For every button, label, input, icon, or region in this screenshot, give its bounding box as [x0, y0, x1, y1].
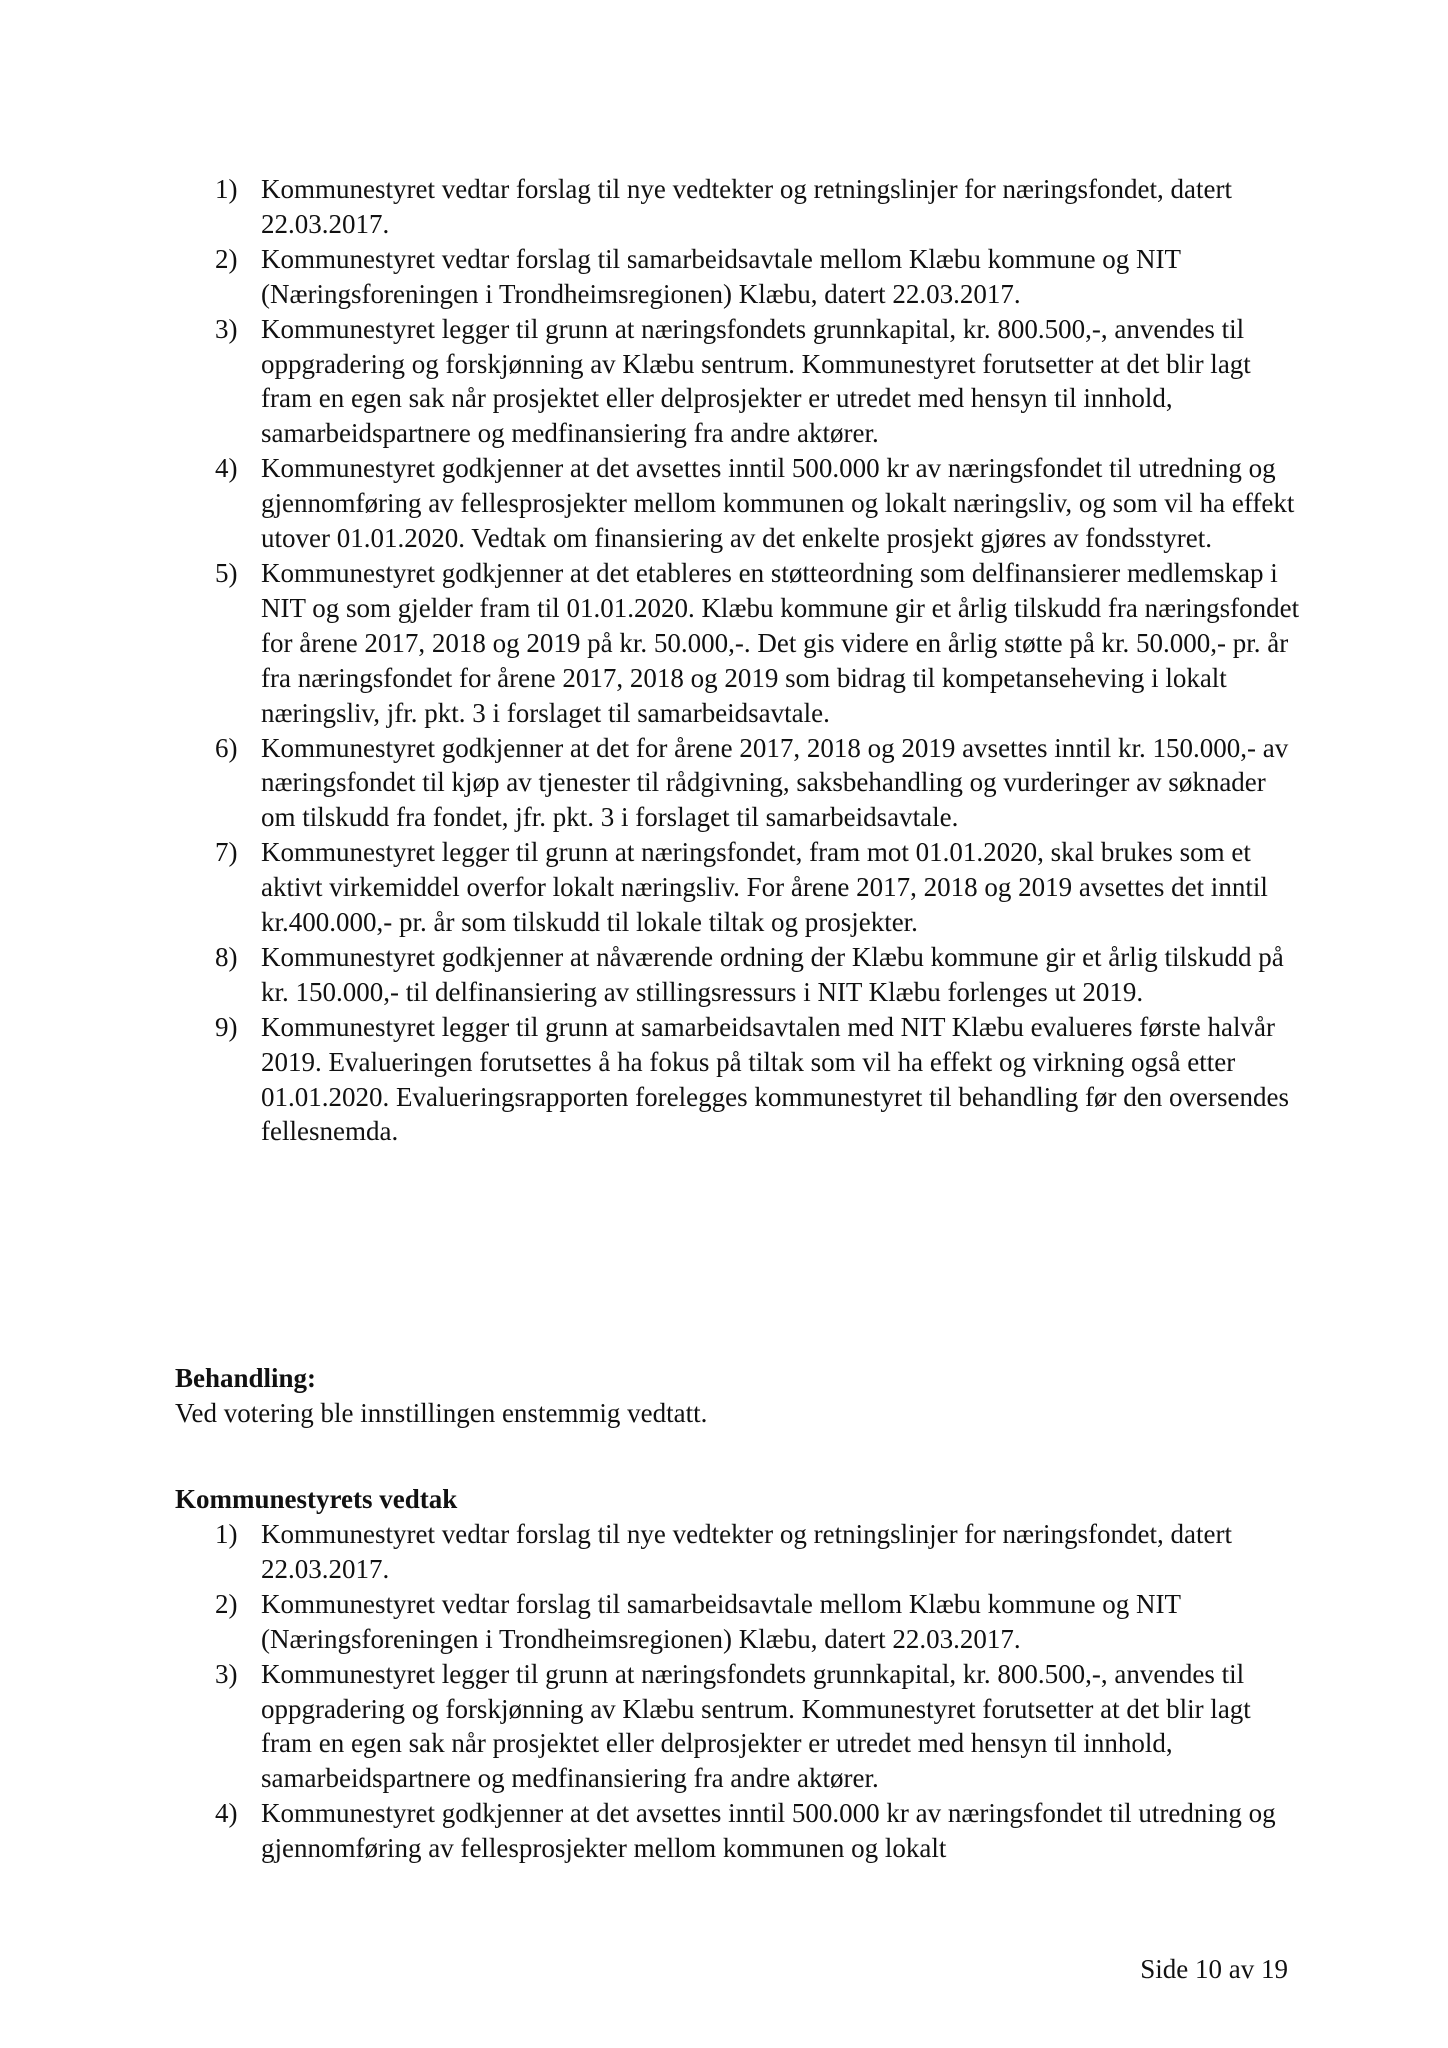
- list-item: [215, 451, 1305, 556]
- item-number: 7): [215, 837, 238, 868]
- item-text: Kommunestyret vedtar forslag til nye vedtekter og retningslinjer for næringsfondet, datert 22.03.2017.: [261, 1519, 1232, 1584]
- item-number: 4): [215, 453, 238, 484]
- item-text: Kommunestyret legger til grunn at samarbeidsavtalen med NIT Klæbu evalueres første halvår 2019. Evalueringen forutsettes å ha fokus på tiltak som vil ha effekt og virkning også etter 01.01.2020. Evalueringsrapporten forelegges kommunestyret til behandling før den oversendes fellesnemda.: [261, 1011, 1289, 1147]
- item-number: 5): [215, 557, 238, 588]
- item-text: Kommunestyret godkjenner at det avsettes inntil 500.000 kr av næringsfondet til utredning og gjennomføring av fellesprosjekter mellom kommunen og lokalt næringsliv, og som vil ha effekt utover 01.01.2020. Vedtak om finansiering av det enkelte prosjekt gjøres av fondsstyret.: [261, 453, 1295, 554]
- item-number: 4): [215, 1798, 238, 1829]
- decision-list-proposal: [215, 172, 1305, 1149]
- list-item: [215, 731, 1305, 836]
- item-number: 3): [215, 313, 238, 344]
- list-item: [215, 1010, 1305, 1150]
- page-number: Side 10 av 19: [1140, 1954, 1288, 1984]
- list-item: [215, 312, 1305, 452]
- item-text: Kommunestyret vedtar forslag til nye vedtekter og retningslinjer for næringsfondet, datert 22.03.2017.: [261, 174, 1232, 239]
- item-number: 6): [215, 732, 238, 763]
- item-text: Kommunestyret godkjenner at det etableres en støtteordning som delfinansierer medlemskap i NIT og som gjelder fram til 01.01.2020. Klæbu kommune gir et årlig tilskudd fra næringsfondet for årene 2017, 2018 og 2019 på kr. 50.000,-. Det gis videre en årlig støtte på kr. 50.000,- pr. år fra næringsfondet for årene 2017, 2018 og 2019 som bidrag til kompetanseheving i lokalt næringsliv, jfr. pkt. 3 i forslaget til samarbeidsavtale.: [261, 557, 1300, 728]
- item-text: Kommunestyret vedtar forslag til samarbeidsavtale mellom Klæbu kommune og NIT (Næringsforeningen i Trondheimsregionen) Klæbu, datert 22.03.2017.: [261, 1588, 1181, 1654]
- item-text: Kommunestyret godkjenner at det for årene 2017, 2018 og 2019 avsettes inntil kr. 150.000,- av næringsfondet til kjøp av tjenester til rådgivning, saksbehandling og vurderinger av søknader om tilskudd fra fondet, jfr. pkt. 3 i forslaget til samarbeidsavtale.: [261, 732, 1289, 833]
- item-number: 3): [215, 1658, 238, 1689]
- decision-list-vedtak: [215, 1517, 1305, 1866]
- list-item: [215, 172, 1305, 242]
- item-text: Kommunestyret vedtar forslag til samarbeidsavtale mellom Klæbu kommune og NIT (Næringsforeningen i Trondheimsregionen) Klæbu, datert 22.03.2017.: [261, 243, 1181, 309]
- item-text: Kommunestyret legger til grunn at næringsfondet, fram mot 01.01.2020, skal brukes som et aktivt virkemiddel overfor lokalt næringsliv. For årene 2017, 2018 og 2019 avsettes det inntil kr.400.000,- pr. år som tilskudd til lokale tiltak og prosjekter.: [261, 837, 1268, 938]
- behandling-heading: Behandling:: [175, 1363, 317, 1393]
- list-item: [215, 940, 1305, 1010]
- item-text: Kommunestyret godkjenner at nåværende ordning der Klæbu kommune gir et årlig tilskudd på kr. 150.000,- til delfinansiering av stillingsressurs i NIT Klæbu forlenges ut 2019.: [261, 941, 1284, 1007]
- list-item: [215, 835, 1305, 940]
- item-text: Kommunestyret legger til grunn at næringsfondets grunnkapital, kr. 800.500,-, anvendes til oppgradering og forskjønning av Klæbu sentrum. Kommunestyret forutsetter at det blir lagt fram en egen sak når prosjektet eller delprosjekter er utredet med hensyn til innhold, samarbeidspartnere og medfinansiering fra andre aktører.: [261, 313, 1251, 449]
- item-text: Kommunestyret godkjenner at det avsettes inntil 500.000 kr av næringsfondet til utredning og gjennomføring av fellesprosjekter mellom kommunen og lokalt: [261, 1798, 1276, 1864]
- item-number: 1): [215, 1519, 238, 1549]
- item-number: 2): [215, 1588, 238, 1619]
- item-text: Kommunestyret legger til grunn at næringsfondets grunnkapital, kr. 800.500,-, anvendes til oppgradering og forskjønning av Klæbu sentrum. Kommunestyret forutsetter at det blir lagt fram en egen sak når prosjektet eller delprosjekter er utredet med hensyn til innhold, samarbeidspartnere og medfinansiering fra andre aktører.: [261, 1658, 1251, 1794]
- item-number: 8): [215, 941, 238, 972]
- behandling-text: Ved votering ble innstillingen enstemmig vedtatt.: [175, 1398, 708, 1428]
- item-number: 1): [215, 174, 238, 204]
- list-item: [215, 1517, 1305, 1587]
- vedtak-heading: Kommunestyrets vedtak: [175, 1484, 458, 1514]
- list-item: [215, 242, 1305, 312]
- item-number: 2): [215, 243, 238, 274]
- list-item: [215, 556, 1305, 731]
- list-item: [215, 1796, 1305, 1866]
- item-number: 9): [215, 1011, 238, 1042]
- list-item: [215, 1657, 1305, 1797]
- list-item: [215, 1587, 1305, 1657]
